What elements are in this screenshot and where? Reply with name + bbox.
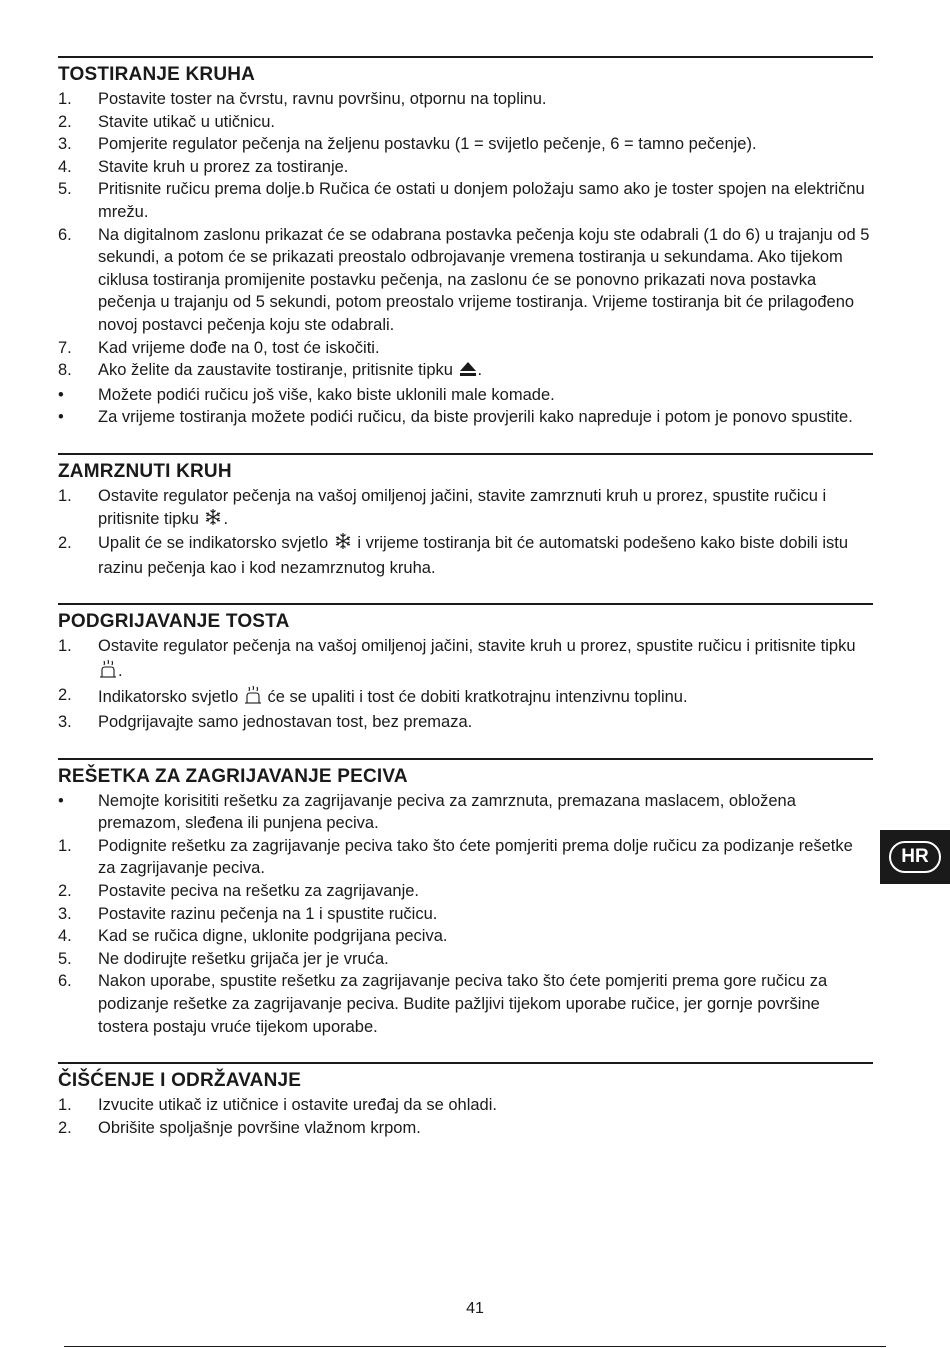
text-segment: Pritisnite ručicu prema dolje.b Ručica će ostati u donjem položaju samo ako je toster spojen na električnu mrežu. — [98, 180, 865, 221]
list-text — [98, 1094, 873, 1117]
list-text — [98, 684, 873, 711]
text-segment: . — [223, 509, 229, 528]
list-marker: • — [58, 791, 64, 810]
section-title: ZAMRZNUTI KRUH — [58, 460, 232, 482]
list-item — [58, 133, 873, 156]
text-segment: Ostavite regulator pečenja na vašoj omiljenoj jačini, stavite kruh u prorez, spustite ručicu i pritisnite tipku — [98, 637, 856, 656]
list-text — [98, 880, 873, 903]
list-text — [98, 359, 873, 384]
list-item — [58, 485, 873, 532]
list-text — [98, 925, 873, 948]
list-text — [98, 970, 873, 1038]
section — [58, 56, 873, 429]
list-marker: • — [58, 385, 64, 404]
list-marker: 3. — [58, 904, 72, 923]
list-item — [58, 406, 873, 429]
list-marker: 3. — [58, 135, 72, 154]
text-segment: Pomjerite regulator pečenja na željenu postavku (1 = svijetlo pečenje, 6 = tamno pečenje). — [98, 135, 757, 154]
list-item — [58, 532, 873, 579]
list-text — [98, 178, 873, 223]
list-text — [98, 337, 873, 360]
list-marker: 1. — [58, 836, 72, 855]
text-segment: Obrišite spoljašnje površine vlažnom krpom. — [98, 1118, 421, 1137]
text-segment: Indikatorsko svjetlo — [98, 688, 243, 707]
list-item — [58, 711, 873, 734]
language-tab — [880, 830, 950, 884]
section — [58, 1062, 873, 1139]
text-segment: Ako želite da zaustavite tostiranje, pritisnite tipku — [98, 361, 458, 380]
list-text — [98, 790, 873, 835]
list-item — [58, 880, 873, 903]
list-item — [58, 903, 873, 926]
text-segment: Postavite toster na čvrstu, ravnu površinu, otpornu na toplinu. — [98, 90, 547, 108]
list-text — [98, 1117, 873, 1140]
text-segment: Izvucite utikač iz utičnice i ostavite uređaj da se ohladi. — [98, 1096, 497, 1115]
list-marker: 4. — [58, 157, 72, 176]
list-item — [58, 156, 873, 179]
list-item — [58, 970, 873, 1038]
text-segment: Kad vrijeme dođe na 0, tost će iskočiti. — [98, 338, 380, 357]
list-marker: 2. — [58, 112, 72, 131]
text-segment: Ne dodirujte rešetku grijača jer je vruća. — [98, 949, 389, 968]
list-item — [58, 111, 873, 134]
list-item — [58, 684, 873, 711]
list-text — [98, 635, 873, 684]
text-segment: i vrijeme tostiranja bit će automatski podešeno kako biste dobili istu razinu pečenja kao i kod nezamrznutog kruha. — [98, 534, 849, 577]
section-title: PODGRIJAVANJE TOSTA — [58, 611, 290, 633]
list-text — [98, 532, 873, 579]
list-text — [98, 948, 873, 971]
list-marker: 1. — [58, 637, 72, 656]
list-marker: 1. — [58, 90, 72, 108]
list-text — [98, 224, 873, 337]
footer-rule — [64, 1346, 886, 1347]
list-item — [58, 224, 873, 337]
list-item — [58, 835, 873, 880]
list-marker: 6. — [58, 225, 72, 244]
list-text — [98, 384, 873, 407]
list-text — [98, 903, 873, 926]
list-marker: 2. — [58, 686, 72, 705]
list-marker: 3. — [58, 713, 72, 732]
list-item — [58, 1117, 873, 1140]
eject-icon — [459, 361, 477, 384]
list-text — [98, 88, 873, 111]
list-text — [98, 485, 873, 532]
list-text — [98, 156, 873, 179]
text-segment: Stavite kruh u prorez za tostiranje. — [98, 157, 349, 176]
list-marker: • — [58, 408, 64, 427]
section — [58, 453, 873, 579]
text-segment: Postavite peciva na rešetku za zagrijavanje. — [98, 882, 420, 901]
text-segment: Stavite utikač u utičnicu. — [98, 112, 276, 131]
list-item — [58, 384, 873, 407]
text-segment: Postavite razinu pečenja na 1 i spustite ručicu. — [98, 904, 438, 923]
section-title: ČIŠĆENJE I ODRŽAVANJE — [58, 1070, 302, 1092]
list-item — [58, 1094, 873, 1117]
list-item — [58, 88, 873, 111]
list-text — [98, 835, 873, 880]
list-marker: 6. — [58, 972, 72, 991]
text-segment: Možete podići ručicu još više, kako biste uklonili male komade. — [98, 385, 555, 404]
snowflake-icon — [334, 532, 352, 557]
snowflake-icon — [204, 508, 222, 533]
list-text — [98, 406, 873, 429]
list-item — [58, 925, 873, 948]
section — [58, 758, 873, 1039]
list-marker: 7. — [58, 338, 72, 357]
list-text — [98, 133, 873, 156]
list-marker: 1. — [58, 1096, 72, 1115]
reheat-icon — [244, 684, 262, 711]
language-badge: HR — [889, 841, 941, 873]
list-item — [58, 337, 873, 360]
document-body — [58, 56, 873, 1163]
list-marker: 8. — [58, 361, 72, 380]
list-marker: 4. — [58, 927, 72, 946]
section-title: REŠETKA ZA ZAGRIJAVANJE PECIVA — [58, 765, 408, 787]
list-item — [58, 635, 873, 684]
section — [58, 603, 873, 733]
text-segment: . — [118, 661, 123, 680]
list-item — [58, 178, 873, 223]
list-item — [58, 790, 873, 835]
text-segment: Podignite rešetku za zagrijavanje peciva tako što ćete pomjeriti prema dolje ručicu za podizanje rešetke za zagrijavanje peciva. — [98, 836, 853, 878]
list-text — [98, 111, 873, 134]
text-segment: Kad se ručica digne, uklonite podgrijana peciva. — [98, 927, 448, 946]
text-segment: Za vrijeme tostiranja možete podići ručicu, da biste provjerili kako napreduje i potom je ponovo spustite. — [98, 408, 853, 427]
list-text — [98, 711, 873, 734]
list-marker: 1. — [58, 486, 72, 505]
text-segment: Podgrijavajte samo jednostavan tost, bez premaza. — [98, 713, 473, 732]
list-marker: 2. — [58, 882, 72, 901]
text-segment: . — [477, 361, 483, 380]
section-title: TOSTIRANJE KRUHA — [58, 64, 256, 85]
text-segment: Nemojte korisititi rešetku za zagrijavanje peciva za zamrznuta, premazana maslacem, obložena premazom, sleđena ili punjena peciva. — [98, 791, 796, 833]
list-marker: 5. — [58, 949, 72, 968]
page-number: 41 — [466, 1300, 484, 1317]
reheat-icon — [99, 658, 117, 685]
list-marker: 5. — [58, 180, 72, 199]
text-segment: Ostavite regulator pečenja na vašoj omiljenoj jačini, stavite zamrznuti kruh u prorez, spustite ručicu i pritisnite tipku — [98, 486, 827, 528]
text-segment: Na digitalnom zaslonu prikazat će se odabrana postavka pečenja koju ste odabrali (1 do 6) u trajanju od 5 sekundi, a potom će se prikazati preostalo odbrojavanje vremena tostiranja u sekundama. Ako tijekom ciklusa tostiranja promijenite postavku pečenja, na zaslonu će se ponovno prikazati nova postavka pečenja u trajanju od 5 sekundi, potom preostalo vrijeme tostiranja. Vrijeme tostiranja bit će prilagođeno novoj postavci pečenja koju ste odabrali. — [98, 225, 870, 334]
list-item — [58, 359, 873, 384]
text-segment: Nakon uporabe, spustite rešetku za zagrijavanje peciva tako što ćete pomjeriti prema gore ručicu za podizanje rešetke za zagrijavanje peciva. Budite pažljivi tijekom uporabe ručice, jer gornje površine tostera postaju vruće tijekom uporabe. — [98, 972, 828, 1036]
text-segment: Upalit će se indikatorsko svjetlo — [98, 534, 333, 553]
list-marker: 2. — [58, 1118, 72, 1137]
list-marker: 2. — [58, 534, 72, 553]
list-item — [58, 948, 873, 971]
text-segment: će se upaliti i tost će dobiti kratkotrajnu intenzivnu toplinu. — [262, 688, 688, 707]
